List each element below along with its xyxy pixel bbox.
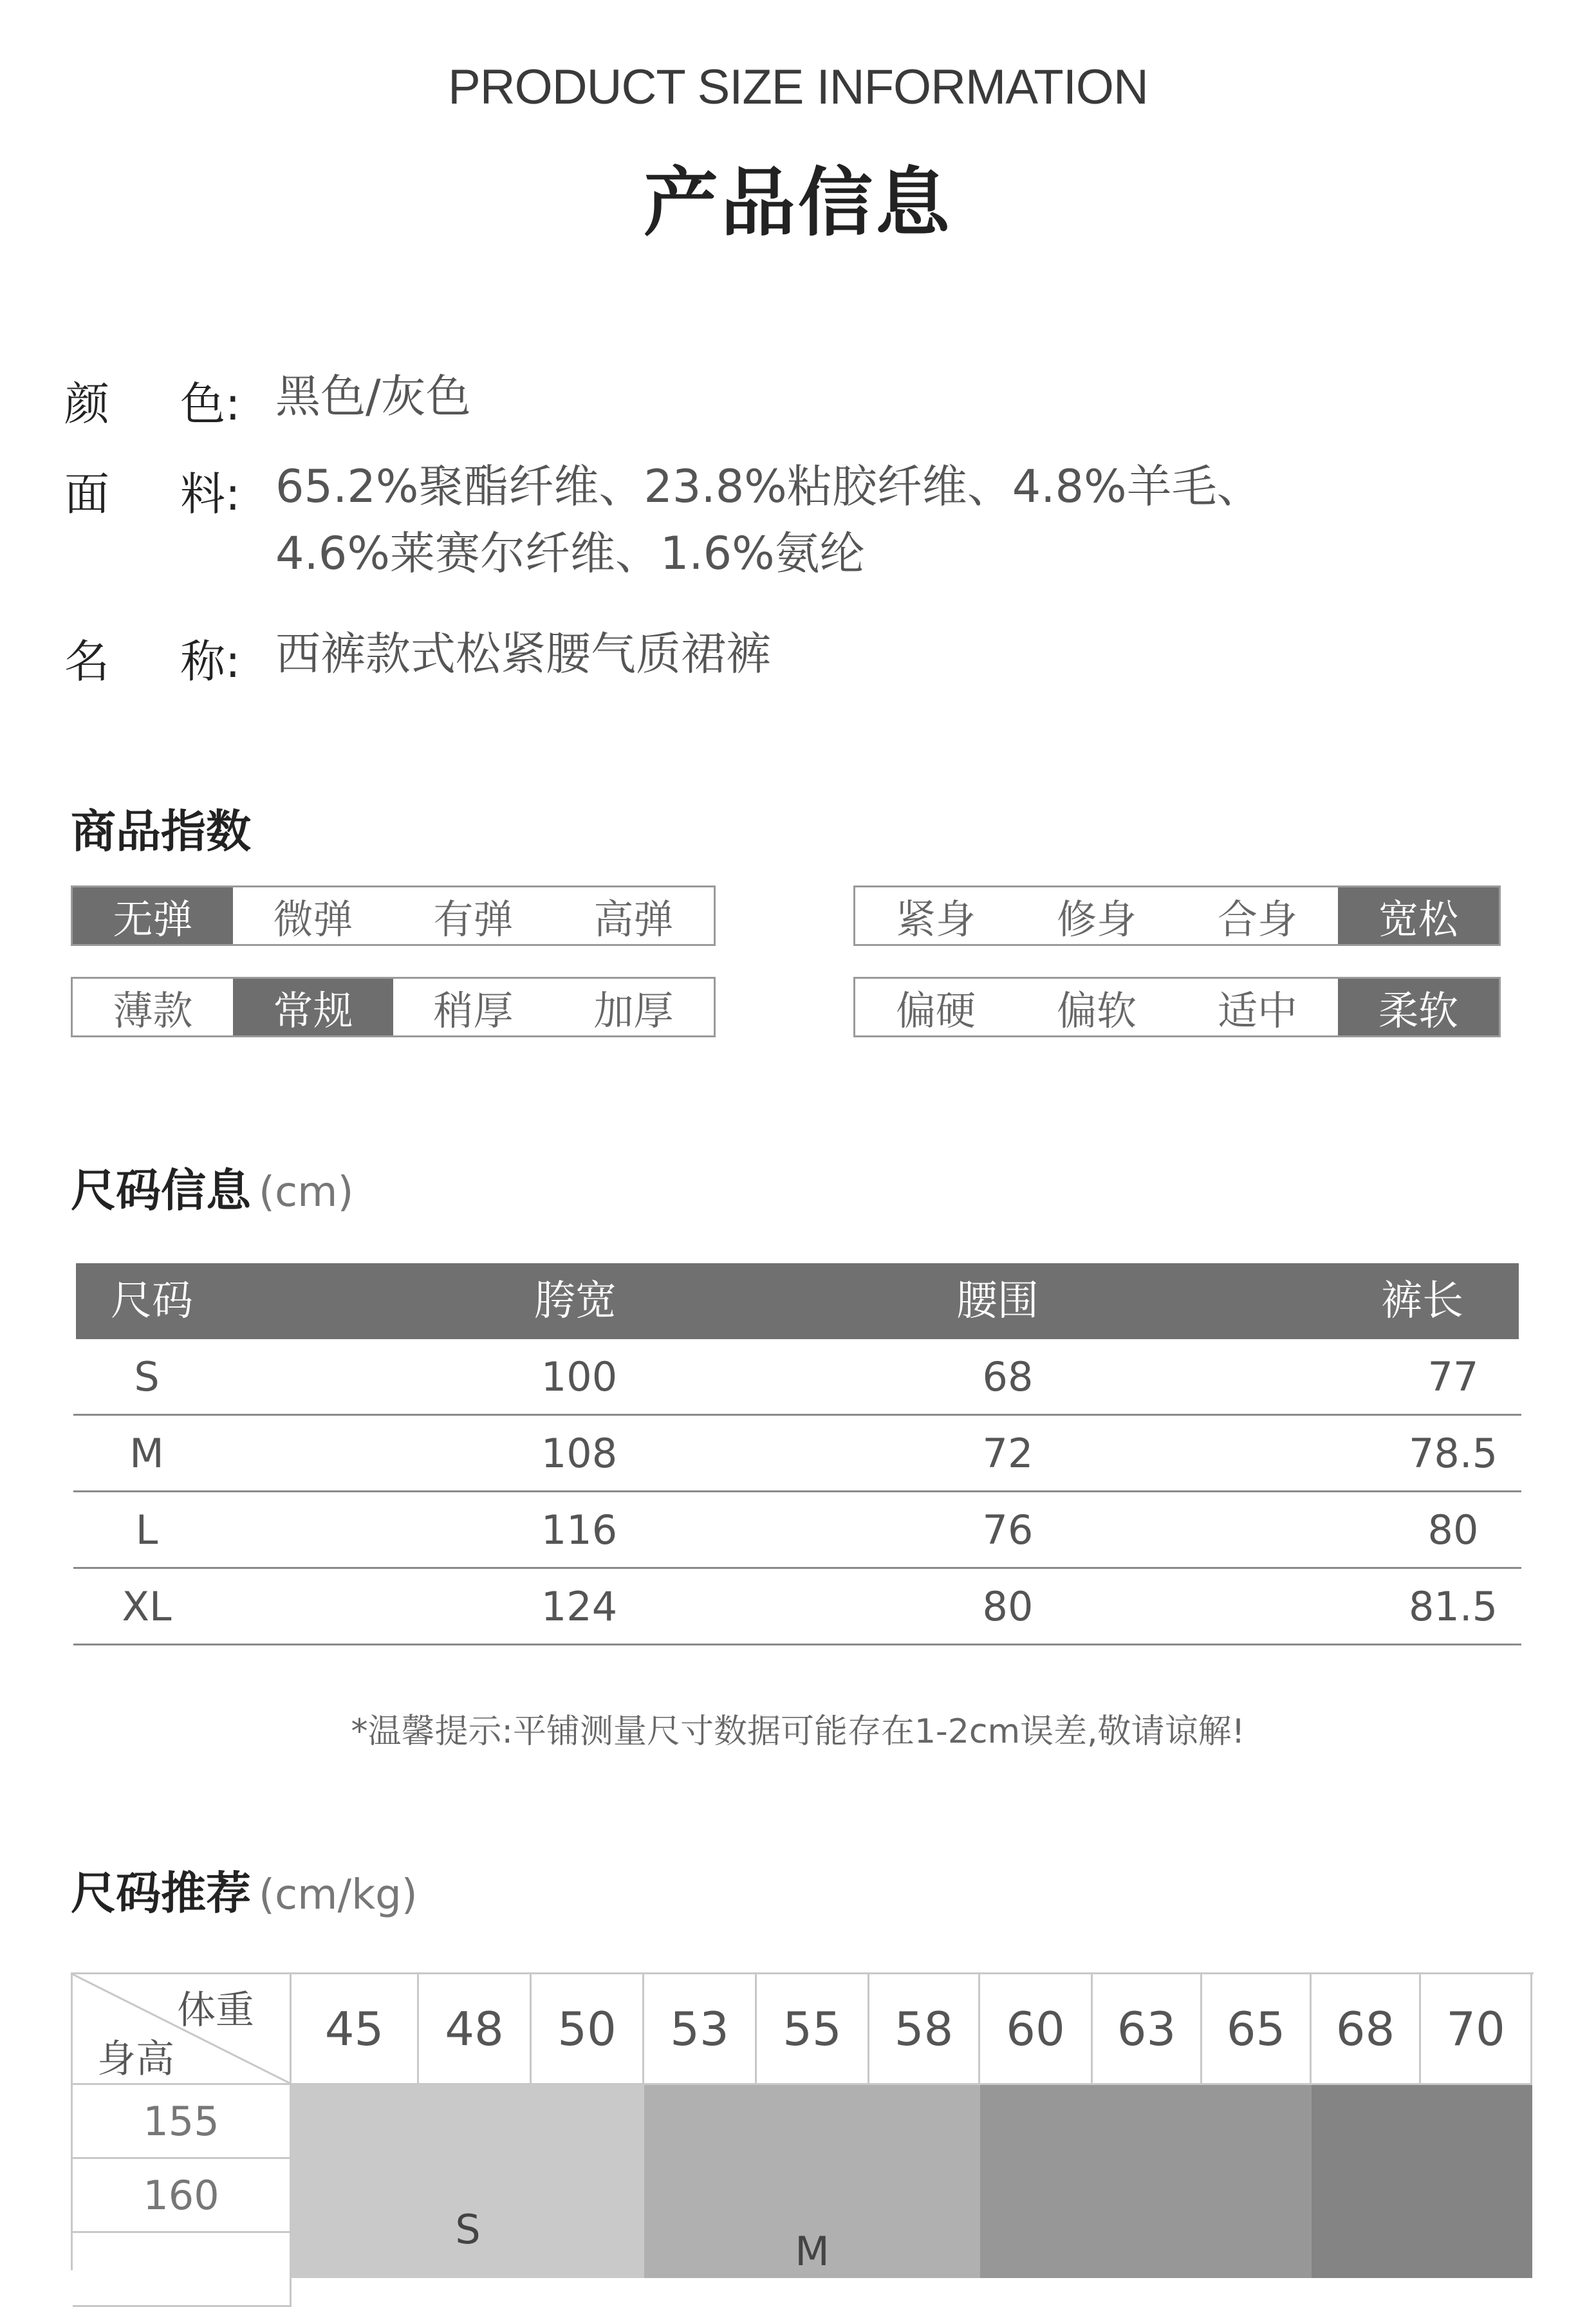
col-length: 裤长	[1381, 1277, 1463, 1325]
recommend-section-title: 尺码推荐 (cm/kg)	[71, 1867, 418, 1920]
index-section-title: 商品指数	[71, 805, 251, 858]
size-cell: 100	[541, 1353, 618, 1400]
scale-option: 常规	[233, 979, 393, 1035]
height-row-cell: 155	[73, 2085, 292, 2159]
size-cell: 77	[1427, 1353, 1479, 1400]
size-cell: 76	[982, 1506, 1034, 1553]
size-cell: 108	[541, 1430, 618, 1477]
elasticity-scale	[71, 885, 716, 946]
col-size: 尺码	[111, 1277, 193, 1325]
size-cell: 80	[1427, 1506, 1479, 1553]
size-cell: 68	[982, 1353, 1034, 1400]
fit-scale	[853, 885, 1501, 946]
corner-cell	[73, 1974, 292, 2085]
name-value: 西裤款式松紧腰气质裙裤	[275, 627, 771, 680]
english-title: PRODUCT SIZE INFORMATION	[448, 60, 1148, 115]
scale-option: 稍厚	[433, 987, 514, 1034]
name-label: 名 称:	[64, 635, 241, 688]
scale-option: 宽松	[1338, 887, 1499, 944]
scale-option: 高弹	[593, 895, 674, 943]
height-row-cell	[73, 2233, 292, 2307]
size-cell: 78.5	[1408, 1430, 1498, 1477]
weight-header-cell: 55	[757, 1974, 869, 2085]
fabric-label: 面 料:	[64, 468, 241, 521]
softness-scale	[853, 977, 1501, 1037]
scale-option: 薄款	[113, 987, 193, 1034]
size-cell: 72	[982, 1430, 1034, 1477]
row-divider	[73, 1490, 1521, 1492]
scale-option: 无弹	[73, 887, 233, 944]
scale-option: 柔软	[1338, 979, 1499, 1035]
size-cell: 116	[541, 1506, 618, 1553]
size-cell: L	[135, 1506, 158, 1553]
col-hip-width: 胯宽	[534, 1277, 617, 1325]
color-value: 黑色/灰色	[275, 370, 471, 423]
scale-option: 加厚	[593, 987, 674, 1034]
weight-header-cell: 45	[292, 1974, 419, 2085]
zone-label: M	[795, 2228, 830, 2275]
row-divider	[73, 1414, 1521, 1416]
col-waist: 腰围	[956, 1277, 1039, 1325]
weight-header-cell: 53	[644, 1974, 757, 2085]
recommend-unit: (cm/kg)	[259, 1871, 418, 1919]
weight-header-cell: 48	[419, 1974, 532, 2085]
weight-header-cell: 63	[1093, 1974, 1202, 2085]
row-divider	[73, 1567, 1521, 1569]
scale-option: 偏软	[1056, 987, 1137, 1034]
weight-header-cell: 70	[1421, 1974, 1532, 2085]
weight-header-cell: 58	[869, 1974, 980, 2085]
weight-header-cell: 50	[532, 1974, 644, 2085]
page-title: 产品信息	[644, 160, 952, 246]
size-cell: 81.5	[1408, 1583, 1498, 1630]
scale-option: 合身	[1217, 895, 1297, 943]
color-label: 颜 色:	[64, 378, 241, 431]
height-row-cell: 160	[73, 2159, 292, 2233]
size-section-title: 尺码信息 (cm)	[71, 1164, 354, 1217]
scale-option: 偏硬	[895, 987, 976, 1034]
size-cell: XL	[122, 1583, 172, 1630]
row-divider	[73, 1644, 1521, 1645]
scale-option: 紧身	[895, 895, 976, 943]
scale-option: 微弹	[273, 895, 353, 943]
size-cell: 80	[982, 1583, 1034, 1630]
thickness-scale	[71, 977, 716, 1037]
size-zone	[980, 2085, 1312, 2278]
size-zone	[1312, 2085, 1532, 2278]
size-cell: M	[129, 1430, 164, 1477]
size-cell: S	[134, 1353, 160, 1400]
weight-header-cell: 68	[1312, 1974, 1421, 2085]
fabric-value-line2: 4.6%莱赛尔纤维、1.6%氨纶	[275, 527, 865, 580]
weight-header-cell: 60	[980, 1974, 1093, 2085]
corner-height-label: 身高	[97, 2037, 174, 2082]
fabric-value-line1: 65.2%聚酯纤维、23.8%粘胶纤维、4.8%羊毛、	[275, 460, 1262, 513]
size-unit: (cm)	[259, 1169, 354, 1216]
scale-option: 适中	[1217, 987, 1297, 1034]
scale-option: 修身	[1056, 895, 1137, 943]
corner-weight-label: 体重	[177, 1988, 254, 2033]
size-zone	[292, 2085, 644, 2278]
size-table-header	[76, 1263, 1519, 1339]
scale-option: 有弹	[433, 895, 514, 943]
zone-label: S	[455, 2206, 481, 2253]
weight-header-cell: 65	[1202, 1974, 1312, 2085]
size-recommend-grid	[71, 1972, 1534, 2275]
measurement-note: *温馨提示:平铺测量尺寸数据可能存在1-2cm误差,敬请谅解!	[351, 1712, 1245, 1751]
size-cell: 124	[541, 1583, 618, 1630]
size-zone	[644, 2085, 980, 2278]
